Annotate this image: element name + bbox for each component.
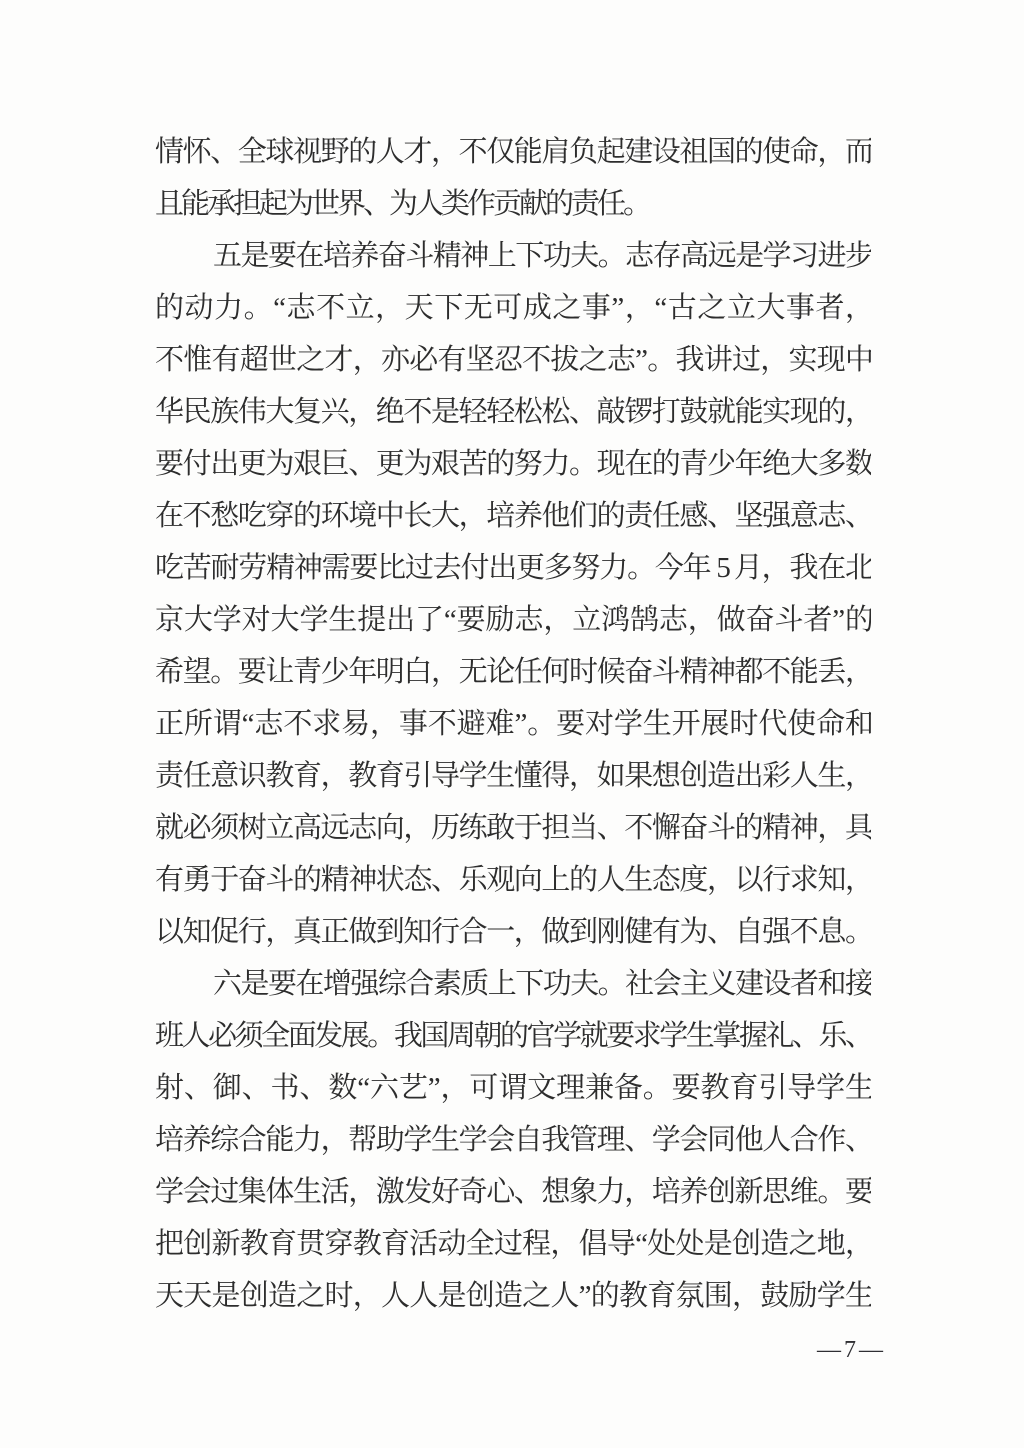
text-line: 京大学对大学生提出了“要励志，立鸿鹄志，做奋斗者”的 bbox=[155, 604, 871, 636]
text-line: 六是要在增强综合素质上下功夫。社会主义建设者和接 bbox=[213, 968, 871, 1000]
text-line: 五是要在培养奋斗精神上下功夫。志存高远是学习进步 bbox=[213, 240, 871, 272]
document-body bbox=[155, 126, 871, 1322]
text-line: 班人必须全面发展。我国周朝的官学就要求学生掌握礼、乐、 bbox=[155, 1020, 871, 1052]
text-line: 有勇于奋斗的精神状态、乐观向上的人生态度，以行求知， bbox=[155, 864, 871, 896]
text-line: 不惟有超世之才，亦必有坚忍不拔之志”。我讲过，实现中 bbox=[155, 344, 871, 376]
paragraph bbox=[155, 126, 871, 230]
text-line: 学会过集体生活，激发好奇心、想象力，培养创新思维。要 bbox=[155, 1176, 871, 1208]
text-line: 华民族伟大复兴，绝不是轻轻松松、敲锣打鼓就能实现的， bbox=[155, 396, 871, 428]
text-line: 在不愁吃穿的环境中长大，培养他们的责任感、坚强意志、 bbox=[155, 500, 871, 532]
text-line: 希望。要让青少年明白，无论任何时候奋斗精神都不能丢， bbox=[155, 656, 871, 688]
text-line: 吃苦耐劳精神需要比过去付出更多努力。今年 5 月，我在北 bbox=[155, 552, 871, 584]
text-line: 要付出更为艰巨、更为艰苦的努力。现在的青少年绝大多数 bbox=[155, 448, 871, 480]
text-line: 且能承担起为世界、为人类作贡献的责任。 bbox=[155, 188, 650, 220]
text-line: 正所谓“志不求易，事不避难”。要对学生开展时代使命和 bbox=[155, 708, 871, 740]
text-line: 的动力。“志不立，天下无可成之事”，“古之立大事者， bbox=[155, 292, 871, 324]
text-line: 射、御、书、数“六艺”，可谓文理兼备。要教育引导学生 bbox=[155, 1072, 871, 1104]
paragraph bbox=[155, 958, 871, 1322]
paragraph bbox=[155, 230, 871, 958]
text-line: 天天是创造之时，人人是创造之人”的教育氛围，鼓励学生 bbox=[155, 1280, 871, 1312]
page-number: —7— bbox=[817, 1337, 886, 1363]
text-line: 就必须树立高远志向，历练敢于担当、不懈奋斗的精神，具 bbox=[155, 812, 871, 844]
text-line: 情怀、全球视野的人才，不仅能肩负起建设祖国的使命，而 bbox=[155, 136, 871, 168]
text-line: 培养综合能力，帮助学生学会自我管理、学会同他人合作、 bbox=[155, 1124, 871, 1156]
text-line: 把创新教育贯穿教育活动全过程，倡导“处处是创造之地， bbox=[155, 1228, 871, 1260]
text-line: 以知促行，真正做到知行合一，做到刚健有为、自强不息。 bbox=[155, 916, 871, 948]
text-line: 责任意识教育，教育引导学生懂得，如果想创造出彩人生， bbox=[155, 760, 871, 792]
